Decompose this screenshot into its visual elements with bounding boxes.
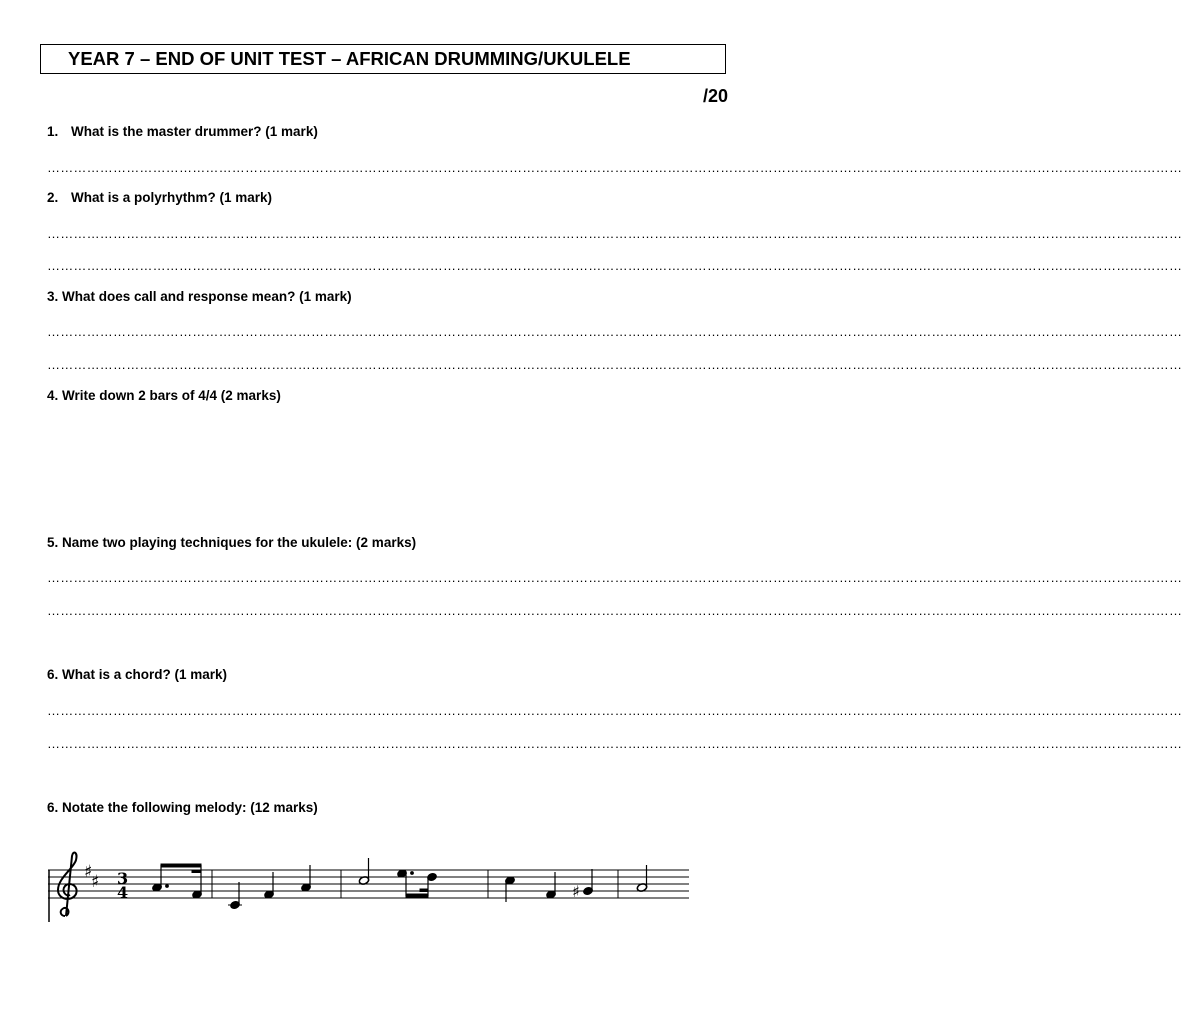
question-text: What is a polyrhythm? (1 mark) bbox=[71, 190, 273, 205]
answer-line[interactable]: …………………………………………………………………………………………………………………………………………………………………………………………………………………………………… bbox=[47, 357, 1182, 372]
melody-staff bbox=[46, 846, 696, 926]
answer-line[interactable]: …………………………………………………………………………………………………………………………………………………………………………………………………………………………………… bbox=[47, 736, 1182, 751]
key-signature-sharp: ♯ bbox=[91, 872, 100, 892]
answer-line[interactable]: …………………………………………………………………………………………………………………………………………………………………………………………………………………………………… bbox=[47, 258, 1182, 273]
question-6: 6. What is a chord? (1 mark) bbox=[47, 667, 228, 682]
time-signature-top: 3 bbox=[117, 869, 129, 888]
question-3: 3. What does call and response mean? (1 mark) bbox=[47, 289, 352, 304]
question-5: 5. Name two playing techniques for the ukulele: (2 marks) bbox=[47, 535, 417, 550]
answer-line[interactable]: …………………………………………………………………………………………………………………………………………………………………………………………………………………………………… bbox=[47, 324, 1182, 339]
question-number: 2. bbox=[47, 190, 59, 205]
question-text: What is the master drummer? (1 mark) bbox=[71, 124, 318, 139]
answer-line[interactable]: …………………………………………………………………………………………………………………………………………………………………………………………………………………………………… bbox=[47, 160, 1182, 175]
question-7: 6. Notate the following melody: (12 marks) bbox=[47, 800, 318, 815]
beam bbox=[406, 894, 428, 897]
time-signature-bottom: 4 bbox=[117, 883, 129, 902]
page-title: YEAR 7 – END OF UNIT TEST – AFRICAN DRUMMING/UKULELE bbox=[68, 48, 631, 69]
beam bbox=[192, 870, 201, 873]
accidental-sharp: ♯ bbox=[572, 882, 580, 901]
answer-line[interactable]: …………………………………………………………………………………………………………………………………………………………………………………………………………………………………… bbox=[47, 226, 1182, 241]
answer-line[interactable]: …………………………………………………………………………………………………………………………………………………………………………………………………………………………………… bbox=[47, 603, 1182, 618]
dot bbox=[166, 885, 169, 888]
answer-line[interactable]: …………………………………………………………………………………………………………………………………………………………………………………………………………………………………… bbox=[47, 703, 1182, 718]
beam bbox=[161, 864, 201, 867]
question-2 bbox=[47, 190, 272, 205]
beam bbox=[420, 889, 428, 892]
question-1 bbox=[47, 124, 318, 139]
key-signature-sharp: ♯ bbox=[84, 862, 93, 882]
answer-line[interactable]: …………………………………………………………………………………………………………………………………………………………………………………………………………………………………… bbox=[47, 570, 1182, 585]
question-number: 1. bbox=[47, 124, 59, 139]
question-4: 4. Write down 2 bars of 4/4 (2 marks) bbox=[47, 388, 281, 403]
dot bbox=[411, 872, 414, 875]
total-score: /20 bbox=[703, 86, 729, 106]
